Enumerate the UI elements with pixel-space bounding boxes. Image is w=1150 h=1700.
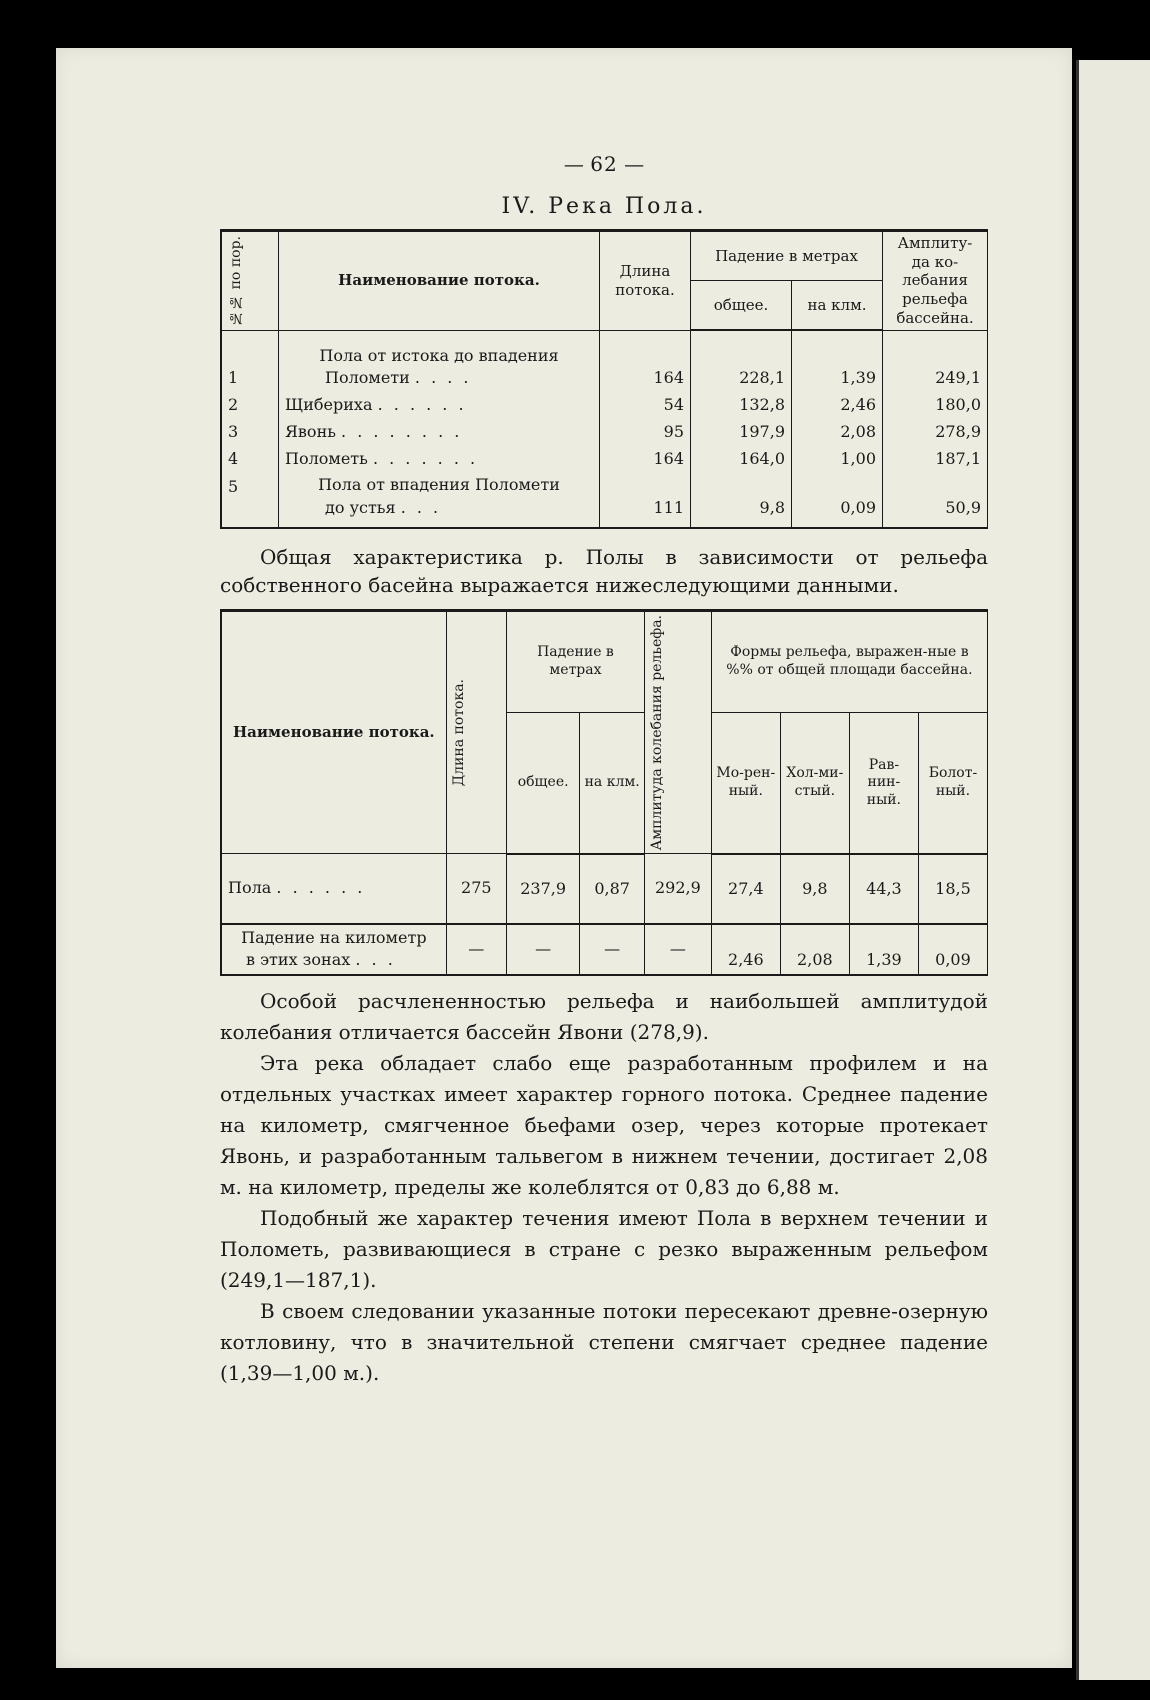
col-name-header: Наименование потока. (279, 230, 600, 330)
row-fall-per-km: 2,08 (792, 418, 883, 445)
col-plain-header: Рав-нин-ный. (849, 712, 918, 854)
col-fall-per-km-header: на клм. (792, 281, 883, 330)
table-row (221, 854, 988, 924)
col-amplitude-header: Амплитуда колебания рельефа. (644, 611, 711, 854)
row-amplitude: 292,9 (644, 854, 711, 924)
table-row (221, 391, 988, 418)
row-fall-total: 197,9 (691, 418, 792, 445)
row-length: 54 (600, 391, 691, 418)
col-moraine-header: Мо-рен-ный. (711, 712, 780, 854)
row-amplitude: 187,1 (883, 445, 988, 472)
col-name-header: Наименование потока. (221, 611, 446, 854)
row-length: — (446, 924, 506, 975)
page-content (220, 150, 988, 1389)
col-fall-total-header: общее. (691, 281, 792, 330)
col-fall-header: Падение в метрах (691, 230, 883, 280)
table-row (221, 445, 988, 472)
row-length: 164 (600, 330, 691, 391)
row-fall-total: 9,8 (691, 472, 792, 528)
table-row (221, 472, 988, 528)
row-length: 275 (446, 854, 506, 924)
row-length: 164 (600, 445, 691, 472)
row-fall-per-km: 1,00 (792, 445, 883, 472)
section-title: IV. Река Пола. (501, 194, 707, 219)
paragraph: В своем следовании указанные потоки пересекают древне-озерную котловину, что в значительной степени смягчает среднее падение (1,39—1,00 м.). (220, 1298, 988, 1385)
table-row (221, 330, 988, 391)
col-num-header: №№ по пор. (221, 230, 279, 330)
paragraph: Эта река обладает слабо еще разработанным профилем и на отдельных участках имеет характер горного потока. Среднее падение на километр, смягченное бьефами озер, через которые протекает Явонь, и разработанным тальвегом в нижнем течении, достигает 2,08 м. на километр, пределы же колеблятся от 0,83 до 6,88 м. (220, 1050, 988, 1199)
row-hill: 2,08 (780, 924, 849, 975)
paragraph: Подобный же характер течения имеют Пола в верхнем течении и Полометь, развивающиеся в стране с резко выраженным рельефом (249,1—187,1). (220, 1205, 988, 1292)
row-length: 111 (600, 472, 691, 528)
col-length-header: Длина потока. (600, 230, 691, 330)
row-num: 1 (221, 330, 279, 391)
row-amplitude: — (644, 924, 711, 975)
col-hill-header: Хол-ми-стый. (780, 712, 849, 854)
row-name: Щибериха . . . . . . (279, 391, 600, 418)
row-fall-per-km: 0,09 (792, 472, 883, 528)
row-fall-total: 164,0 (691, 445, 792, 472)
row-name: Падение на километр в этих зонах . . . (221, 924, 446, 975)
row-fall-total: — (506, 924, 579, 975)
page-number: — 62 — (563, 152, 645, 176)
row-name: Пола от истока до впадения Поломети . . . . (279, 330, 600, 391)
col-fall-total-header: общее. (506, 712, 579, 854)
row-fall-per-km: 2,46 (792, 391, 883, 418)
row-moraine: 2,46 (711, 924, 780, 975)
row-plain: 44,3 (849, 854, 918, 924)
row-name: Пола . . . . . . (221, 854, 446, 924)
row-name: Пола от впадения Поломети до устья . . . (279, 472, 600, 528)
row-amplitude: 278,9 (883, 418, 988, 445)
row-num: 3 (221, 418, 279, 445)
row-fall-total: 228,1 (691, 330, 792, 391)
row-name: Явонь . . . . . . . . (279, 418, 600, 445)
col-amplitude-header: Амплиту-да ко-лебания рельефа бассейна. (883, 230, 988, 330)
col-swamp-header: Болот-ный. (918, 712, 987, 854)
table-row (221, 924, 988, 975)
row-num: 4 (221, 445, 279, 472)
row-swamp: 0,09 (918, 924, 987, 975)
paragraph: Особой расчлененностью рельефа и наибольшей амплитудой колебания отличается бассейн Явони (278,9). (220, 988, 988, 1044)
row-swamp: 18,5 (918, 854, 987, 924)
row-fall-total: 132,8 (691, 391, 792, 418)
row-moraine: 27,4 (711, 854, 780, 924)
table-row (221, 418, 988, 445)
row-fall-per-km: 1,39 (792, 330, 883, 391)
row-num: 5 (221, 472, 279, 528)
row-amplitude: 249,1 (883, 330, 988, 391)
body-text (220, 986, 988, 1389)
col-length-header: Длина потока. (446, 611, 506, 854)
intro-paragraph: Общая характеристика р. Полы в зависимости от рельефа собственного басейна выражается нижеследующими данными. (220, 545, 988, 598)
row-fall-per-km: — (580, 924, 645, 975)
row-hill: 9,8 (780, 854, 849, 924)
row-num: 2 (221, 391, 279, 418)
col-forms-header: Формы рельефа, выражен-ные в %% от общей площади бассейна. (711, 611, 987, 713)
row-name: Полометь . . . . . . . (279, 445, 600, 472)
row-fall-total: 237,9 (506, 854, 579, 924)
col-fall-header: Падение в метрах (506, 611, 644, 713)
streams-table (220, 229, 988, 529)
row-plain: 1,39 (849, 924, 918, 975)
col-fall-per-km-header: на клм. (580, 712, 645, 854)
relief-table (220, 609, 988, 976)
row-length: 95 (600, 418, 691, 445)
row-amplitude: 180,0 (883, 391, 988, 418)
adjacent-page-edge (1076, 60, 1150, 1680)
row-amplitude: 50,9 (883, 472, 988, 528)
row-fall-per-km: 0,87 (580, 854, 645, 924)
